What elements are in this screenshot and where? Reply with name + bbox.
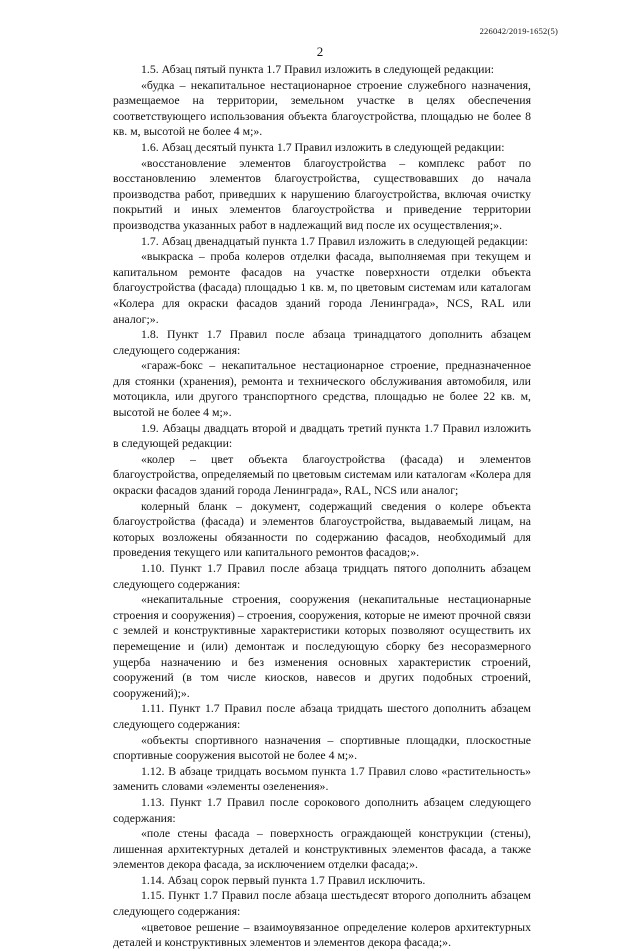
paragraph: 1.6. Абзац десятый пункта 1.7 Правил изложить в следующей редакции: [141,139,505,154]
paragraph: «будка – некапитальное нестационарное строение служебного назначения, размещаемое на территории, земельном участке в целях обеспечения соответствующего использования объекта благоустройства, площадью не более 8 кв. м, высотой не более 4 м;». [113,77,531,139]
page-number: 2 [316,44,324,59]
paragraph: 1.9. Абзацы двадцать второй и двадцать третий пункта 1.7 Правил изложить в следующей редакции: [113,420,531,451]
paragraph: «объекты спортивного назначения – спортивные площадки, плоскостные спортивные сооружения высотой не более 4 м;». [113,732,531,763]
paragraph: 1.10. Пункт 1.7 Правил после абзаца тридцать пятого дополнить абзацем следующего содержания: [113,561,531,591]
paragraph: 1.8. Пункт 1.7 Правил после абзаца тринадцатого дополнить абзацем следующего содержания: [113,327,531,357]
paragraph: 1.15. Пункт 1.7 Правил после абзаца шестьдесят второго дополнить абзацем следующего содержания: [113,888,531,919]
paragraph: 1.11. Пункт 1.7 Правил после абзаца тридцать шестого дополнить абзацем следующего содержания: [113,701,531,731]
paragraph: «поле стены фасада – поверхность ограждающей конструкции (стены), лишенная архитектурных деталей и конструктивных элементов фасада, а также элементов декора фасада, за исключением отделки фасада;». [113,826,531,872]
paragraph: 1.14. Абзац сорок первый пункта 1.7 Правил исключить. [141,872,426,887]
paragraph: 1.7. Абзац двенадцатый пункта 1.7 Правил изложить в следующей редакции: [141,233,528,248]
paragraph: «некапитальные строения, сооружения (некапитальные нестационарные строения и сооружения) – строения, сооружения, которые не имеют прочной связи с землей и конструктивные характеристики которых позволяют осуществить их перемещение и (или) демонтаж и последующую сборку без несоразмерного ущерба назначению и без изменения основных характеристик строений, сооружений (в том числе киосков, навесов и других подобных строений, сооружений);». [113,592,531,700]
paragraph: «цветовое решение – взаимоувязанное определение колеров архитектурных деталей и конструктивных элементов и элементов декора фасада;». [113,919,531,950]
paragraph: колерный бланк – документ, содержащий сведения о колере объекта благоустройства (фасада) и элементов благоустройства, выдаваемый лицам, на которых возложены обязанности по содержанию фасадов, необходимый для проведения текущего или капитального ремонтов фасадов;». [113,498,531,560]
paragraph: «гараж-бокс – некапитальное нестационарное строение, предназначенное для стоянки (хранения), ремонта и технического обслуживания автомобиля, или мотоцикла, или другого транспортного средства, площадью не более 22 кв. м, высотой не более 4 м;». [113,358,531,420]
document-body [113,62,531,951]
paragraph: «колер – цвет объекта благоустройства (фасада) и элементов благоустройства, определяемый по цветовым системам или каталогам «Колера для окраски фасадов зданий города Ленинграда», RAL, NCS или аналог; [113,451,531,498]
paragraph: 1.5. Абзац пятый пункта 1.7 Правил изложить в следующей редакции: [141,62,495,76]
document-number: 226042/2019-1652(5) [479,26,558,36]
paragraph: 1.12. В абзаце тридцать восьмом пункта 1.7 Правил слово «растительность» заменить словами «элементы озеленения». [113,763,531,794]
paragraph: «восстановление элементов благоустройства – комплекс работ по восстановлению элементов благоустройства, существовавших до начала производства работ, приведших к нарушению благоустройства, включая очистку покрытий и иных элементов благоустройства и приведение территории производства указанных работ в надлежащий вид после их осуществления;». [113,155,531,232]
paragraph: 1.13. Пункт 1.7 Правил после сорокового дополнить абзацем следующего содержания: [113,794,531,825]
paragraph: «выкраска – проба колеров отделки фасада, выполняемая при текущем и капитальном ремонте фасадов на участке поверхности отделки объекта благоустройства (фасада) площадью 1 кв. м, по цветовым системам или каталогам «Колера для окраски фасадов зданий города Ленинграда», NCS, RAL или аналог;». [113,249,531,326]
